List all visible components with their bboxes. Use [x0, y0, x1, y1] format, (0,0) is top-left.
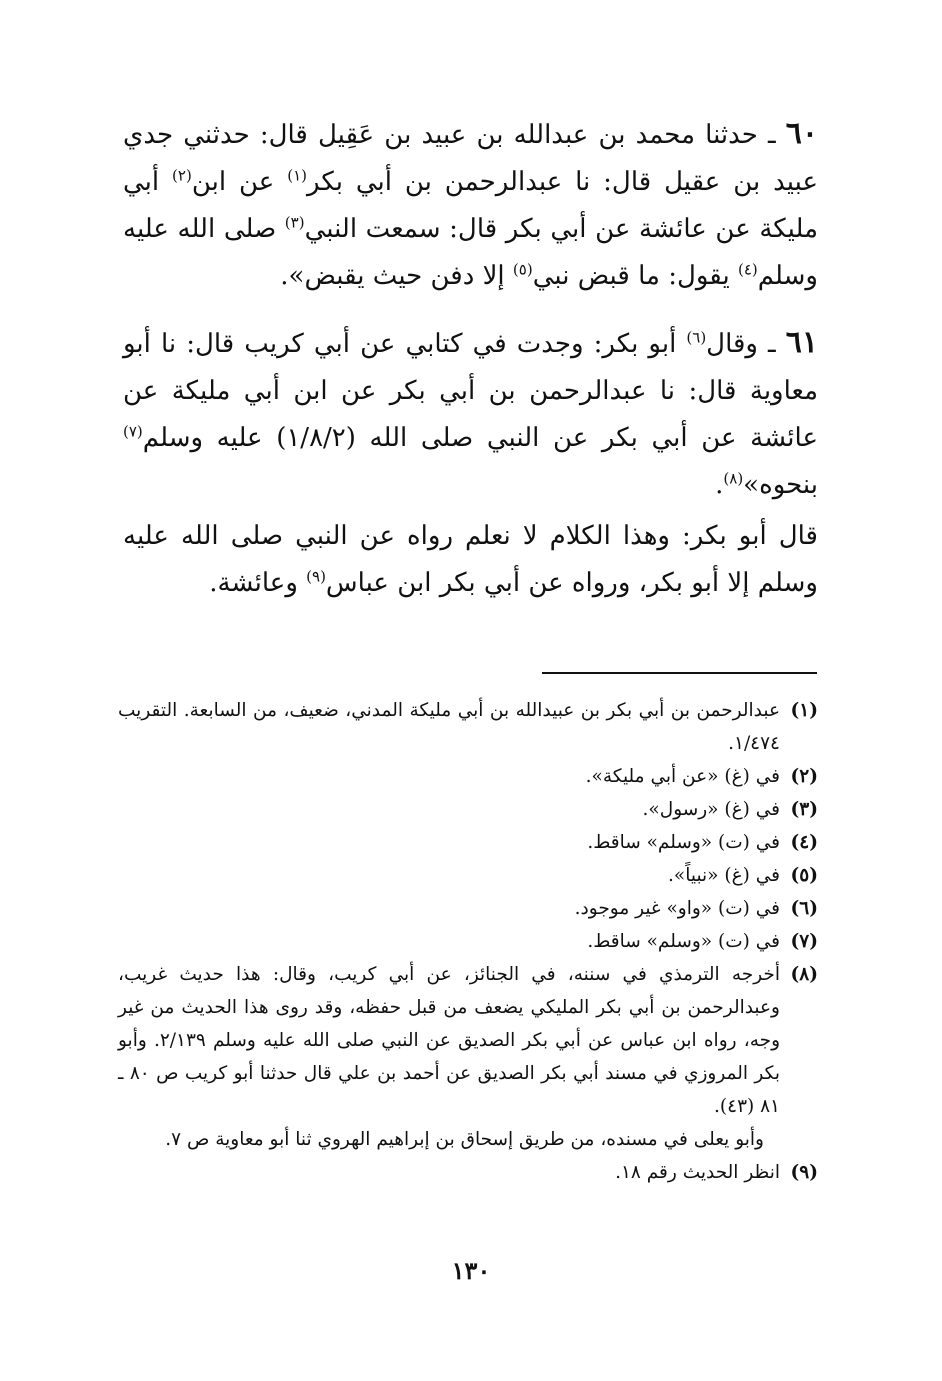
footnote-number: (٨): [790, 964, 818, 985]
footnotes-list: [118, 694, 818, 1189]
footnote-text: في (ت) «وسلم» ساقط.: [587, 832, 780, 853]
footnote-marker: (٢): [172, 166, 192, 185]
footnote-text: انظر الحديث رقم ١٨.: [615, 1162, 780, 1183]
paragraph-text: بنحوه»: [743, 470, 818, 500]
paragraph-text: يقول: ما قبض نبي: [532, 261, 738, 291]
footnote-marker: (٤): [737, 260, 758, 279]
hadith-number: ٦٠: [785, 116, 818, 151]
footnote: [118, 1156, 818, 1189]
paragraph-text: أبي مليكة عن عائشة عن أبي بكر قال: سمعت النبي: [123, 167, 818, 244]
footnote-text: عبدالرحمن بن أبي بكر بن عبيدالله بن أبي مليكة المدني، ضعيف، من السابعة. التقريب ١/٤٧٤.: [118, 700, 780, 754]
footnote-text: في (ت) «وسلم» ساقط.: [587, 931, 780, 952]
footnote-number: (١): [790, 700, 818, 721]
footnote-separator: [542, 672, 817, 674]
footnote-number: (٤): [790, 832, 818, 853]
footnote-text: في (غ) «رسول».: [642, 799, 780, 820]
footnote-number: (٦): [790, 898, 818, 919]
footnote-number: (٢): [790, 766, 818, 787]
paragraph-text: أبو بكر: وجدت في كتابي عن أبي كريب قال: نا أبو معاوية قال: نا عبدالرحمن بن أبي بكر عن ابن أبي مليكة عن عائشة عن أبي بكر عن النبي صلى الله (١/٨/٢) عليه وسلم: [123, 329, 818, 453]
hadith-number: ٦١: [785, 325, 818, 360]
footnote-continuation: وأبو يعلى في مسنده، من طريق إسحاق بن إبراهيم الهروي ثنا أبو معاوية ص ٧.: [165, 1129, 764, 1150]
paragraph-text: ـ وقال: [706, 329, 786, 359]
footnote: [118, 859, 818, 892]
footnote: [118, 892, 818, 925]
footnote-marker: (٩): [306, 567, 326, 586]
commentary-paragraph: [123, 513, 818, 607]
footnote-number: (٥): [790, 865, 818, 886]
paragraph-text: قال أبو بكر: وهذا الكلام لا نعلم رواه عن النبي صلى الله عليه وسلم إلا أبو بكر، ورواه عن أبي بكر ابن عباس: [123, 521, 818, 598]
footnote: [118, 694, 818, 760]
footnote-number: (٣): [790, 799, 818, 820]
paragraph-text: .: [715, 470, 724, 500]
hadith-61: [123, 319, 818, 509]
footnote: [118, 793, 818, 826]
footnote-text: أخرجه الترمذي في سننه، في الجنائز، عن أبي كريب، وقال: هذا حديث غريب، وعبدالرحمن بن أبي بكر المليكي يضعف من قبل حفظه، وقد روى هذا الحديث من غير وجه، رواه ابن عباس عن أبي بكر الصديق عن النبي صلى الله عليه وسلم ٢/١٣٩. وأبو بكر المروزي في مسند أبي بكر الصديق عن أحمد بن علي قال حدثنا أبو كريب ص ٨٠ ـ ٨١ (٤٣).: [118, 964, 780, 1117]
paragraph-text: وعائشة.: [209, 568, 307, 598]
footnote-marker: (١): [287, 166, 307, 185]
footnote: [118, 958, 818, 1156]
paragraph-text: ـ حدثنا محمد بن عبدالله بن عبيد بن عَقِيل قال: حدثني جدي عبيد بن عقيل قال: نا عبدالرحمن بن أبي بكر: [123, 120, 818, 197]
paragraph-text: عن ابن: [191, 167, 288, 197]
paragraph-text: صلى الله عليه وسلم: [123, 214, 818, 291]
footnote-marker: (٣): [284, 213, 305, 232]
footnote-marker: (٦): [686, 328, 707, 347]
footnote-marker: (٨): [723, 469, 744, 488]
footnote: [118, 826, 818, 859]
hadith-60: [123, 110, 818, 300]
footnote: [118, 760, 818, 793]
page-number: ١٣٠: [451, 1256, 491, 1285]
footnote-text: في (ت) «واو» غير موجود.: [574, 898, 780, 919]
footnote-marker: (٧): [123, 422, 143, 441]
footnote: [118, 925, 818, 958]
footnote-number: (٩): [790, 1162, 818, 1183]
footnote-marker: (٥): [512, 260, 533, 279]
paragraph-text: إلا دفن حيث يقبض».: [280, 261, 513, 291]
footnote-text: في (غ) «نبياً».: [668, 865, 780, 886]
footnote-number: (٧): [790, 931, 818, 952]
footnote-text: في (غ) «عن أبي مليكة».: [585, 766, 780, 787]
